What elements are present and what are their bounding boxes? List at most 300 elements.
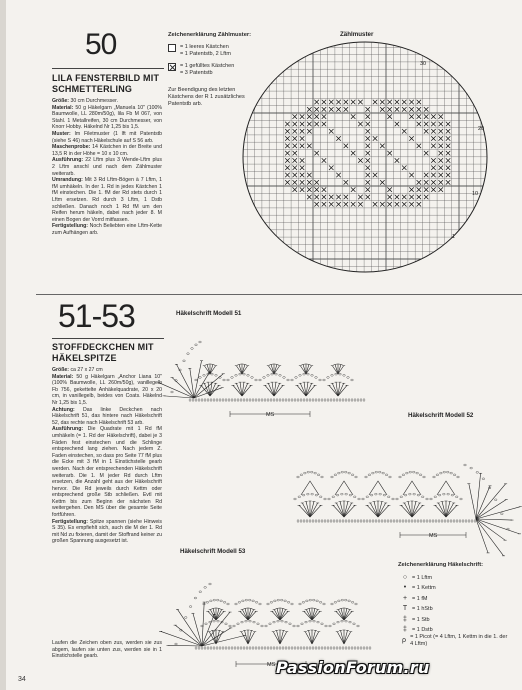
filled-cell	[358, 195, 363, 200]
chain-arc	[294, 498, 297, 500]
filled-cell	[424, 173, 429, 178]
chain-arc	[274, 600, 277, 602]
chain-arc	[307, 471, 310, 473]
chain-arc	[243, 373, 246, 375]
corner-stitch	[476, 519, 504, 556]
chain-arc	[331, 603, 334, 605]
chain-arc	[216, 599, 219, 601]
sec50-paragraph: Größe: 30 cm Durchmesser.	[52, 98, 119, 104]
chain-arc	[450, 472, 453, 474]
chain-arc	[195, 344, 198, 346]
sec50-paragraph: Maschenprobe: 14 Kästchen in der Breite und 13,5 R in der Höhe = 10 x 10 cm.	[52, 144, 162, 157]
filled-cell	[366, 173, 371, 178]
fan-stitch-group	[335, 364, 338, 374]
watermark: PassionForum.ru	[276, 658, 430, 677]
sec51-paragraph-label: Größe:	[52, 367, 70, 373]
chain-arc	[457, 476, 460, 478]
chain-arc	[329, 625, 332, 627]
counting-chart	[240, 40, 490, 275]
chain-arc	[358, 498, 361, 500]
chain-arc	[357, 625, 360, 627]
chain-arc	[183, 360, 186, 362]
filled-cell	[344, 202, 349, 207]
sec50-paragraph-label: Umrandung:	[52, 177, 83, 184]
chain-arc	[334, 474, 337, 476]
filled-cell	[314, 107, 319, 112]
chain-arc	[303, 373, 306, 375]
filled-cell	[307, 144, 312, 149]
filled-cell	[439, 180, 444, 185]
diagram-53-title: Häkelschrift Modell 53	[180, 548, 246, 555]
section-51-title-line1: STOFFDECKCHEN MIT	[52, 342, 154, 352]
chain-arc	[195, 379, 198, 381]
filled-cell	[366, 144, 371, 149]
fan-stitch-group	[248, 632, 255, 644]
chain-arc	[325, 625, 328, 627]
chain-arc	[430, 498, 433, 500]
filled-cell	[300, 166, 305, 171]
chain-arc	[351, 474, 354, 476]
filled-cell	[439, 129, 444, 134]
fan-stitch-group	[337, 632, 344, 644]
chain-arc	[399, 476, 402, 478]
sec50-paragraph: Umrandung: Mit 3 Rd Lftm-Bögen à 7 Lftm, 1 fM umhäkeln. In der 1. Rd in jedes Kästchen 1 fM einstechen. Die 1. fM der Rd stets durch 1 Lftm ersetzen. Rd durch 3 Lftm, 1 Dstb schließen. Danach noch 1 Rd fM um den Reifen herum häkeln, dabei nach jeder 8. M einen Bogen der Vorrd mitfassen.	[52, 177, 162, 223]
filled-cell	[446, 173, 451, 178]
chain-arc	[423, 476, 426, 478]
chain-arc	[355, 603, 358, 605]
chain-arc	[284, 600, 287, 602]
stitch-symbol-icon: ‡	[403, 626, 407, 634]
sec51-paragraph: Fertigstellung: Spitze spannen (siehe Hinweis S 35). Es empfiehlt sich, auch die M der 1. Rd mit Nd zu fixieren, damit der Stoffrand keiner zu großen Spannung ausgesetzt ist.	[52, 518, 162, 545]
chain-arc	[385, 474, 388, 476]
filled-cell	[380, 144, 385, 149]
chain-arc	[281, 620, 284, 622]
filled-cell	[373, 100, 378, 105]
chain-arc	[455, 496, 458, 498]
chain-arc	[333, 623, 336, 625]
chain-arc	[313, 620, 316, 622]
fan-stitch-group	[306, 366, 312, 374]
stitch-symbol-text: = 1 hStb	[412, 606, 433, 613]
chain-arc	[175, 643, 178, 645]
chain-arc	[280, 599, 283, 601]
pattern-repeat-label: MS	[267, 662, 276, 668]
filled-cell	[373, 173, 378, 178]
chain-arc	[191, 348, 194, 350]
stitch-symbol-icon: +	[402, 594, 408, 602]
chain-arc	[213, 620, 216, 622]
chain-arc	[319, 379, 322, 381]
chain-arc	[345, 493, 348, 495]
chain-arc	[416, 472, 419, 474]
chain-arc	[291, 603, 294, 605]
filled-cell	[424, 122, 429, 127]
filled-cell	[285, 166, 290, 171]
chain-arc	[341, 493, 344, 495]
fan-stitch-group	[273, 632, 280, 644]
chain-arc	[189, 606, 192, 608]
fan-stitch-group	[344, 632, 351, 644]
filled-cell	[322, 195, 327, 200]
chain-arc	[351, 379, 354, 381]
chain-arc	[323, 603, 326, 605]
chain-arc	[233, 625, 236, 627]
filled-cell	[307, 129, 312, 134]
filled-cell	[431, 136, 436, 141]
filled-cell	[336, 136, 341, 141]
filled-cell	[307, 122, 312, 127]
chain-arc	[255, 601, 258, 603]
filled-cell	[285, 180, 290, 185]
section-number-50: 50	[85, 28, 117, 61]
fan-stitch-group	[332, 366, 338, 374]
filled-cell	[395, 158, 400, 163]
filled-cell	[293, 144, 298, 149]
filled-cell	[373, 202, 378, 207]
triangle-stitch	[403, 481, 421, 495]
filled-cell	[446, 129, 451, 134]
filled-cell	[351, 151, 356, 156]
crochet-diagram-52	[290, 425, 510, 545]
stitch-symbol-text: = 1 Stb	[412, 616, 430, 623]
chain-arc	[344, 599, 347, 601]
chain-arc	[307, 493, 310, 495]
filled-cell	[358, 158, 363, 163]
filled-cell	[366, 166, 371, 171]
filled-cell	[322, 158, 327, 163]
sec50-paragraph: Muster: Im Filetmuster (1 lft mit Patentstb (siehe S 46) nach Häkelschule auf S 56 arb.	[52, 130, 162, 144]
chain-arc	[319, 601, 322, 603]
crochet-diagram-51	[170, 322, 370, 422]
chain-arc	[301, 623, 304, 625]
filled-cell	[344, 100, 349, 105]
filled-cell	[387, 100, 392, 105]
chain-arc	[287, 379, 290, 381]
corner-stitch	[172, 378, 194, 398]
fan-stitch-group	[338, 366, 344, 374]
chain-arc	[217, 620, 220, 622]
chain-arc	[247, 374, 250, 376]
crochet-key-row	[398, 594, 510, 605]
corner-stitch	[178, 609, 202, 646]
counting-key-note: Zur Beendigung des letzten Kästchens der R 1 zusätzliches Patentstb arb.	[168, 86, 245, 107]
chain-arc	[316, 600, 319, 602]
chain-arc	[310, 471, 313, 473]
chain-arc	[295, 376, 298, 378]
stitch-symbol-icon: ρ	[402, 636, 407, 644]
chain-arc	[338, 472, 341, 474]
chain-arc	[293, 625, 296, 627]
empty-square-icon	[168, 44, 176, 52]
filled-cell	[307, 173, 312, 178]
filled-cell	[424, 180, 429, 185]
sec50-paragraph: Ausführung: 22 Lftm plus 3 Wende-Lftm plus 2 Lftm anschl und nach dem Zählmuster weiterarb.	[52, 157, 162, 177]
triangle-stitch	[437, 481, 455, 495]
filled-cell	[307, 195, 312, 200]
chain-arc	[317, 621, 320, 623]
fan-stitch-group	[306, 364, 309, 374]
fan-stitch-group	[280, 630, 283, 644]
chain-arc	[375, 471, 378, 473]
chain-arc	[341, 471, 344, 473]
chain-arc	[223, 601, 226, 603]
key-empty-line1: = 1 leeres Kästchen	[180, 43, 229, 50]
chain-arc	[267, 603, 270, 605]
chain-arc	[433, 476, 436, 478]
filled-cell	[344, 144, 349, 149]
filled-cell	[446, 180, 451, 185]
filled-cell	[409, 202, 414, 207]
filled-cell	[307, 114, 312, 119]
chain-arc	[187, 353, 190, 355]
filled-cell	[314, 114, 319, 119]
filled-cell	[285, 129, 290, 134]
chain-arc	[213, 599, 216, 601]
filled-square-icon	[168, 63, 176, 71]
chain-arc	[297, 476, 300, 478]
filled-cell	[424, 151, 429, 156]
corner-stitch	[476, 486, 490, 519]
stitch-symbol-text: = 1 Dstb	[412, 627, 433, 634]
chain-arc	[334, 601, 337, 603]
corner-stitch	[476, 519, 488, 553]
fan-stitch-group	[242, 364, 245, 374]
sec51-paragraph-label: Ausführung:	[52, 426, 84, 433]
filled-cell	[344, 195, 349, 200]
crochet-key-list	[398, 573, 510, 647]
filled-cell	[431, 129, 436, 134]
filled-cell	[314, 202, 319, 207]
chain-arc	[249, 620, 252, 622]
filled-cell	[366, 151, 371, 156]
filled-cell	[417, 202, 422, 207]
fan-stitch-group	[245, 630, 248, 644]
chain-arc	[184, 617, 187, 619]
section-50-title-line1: LILA FENSTERBILD MIT	[52, 73, 160, 83]
corner-stitch	[175, 625, 202, 646]
chain-arc	[279, 374, 282, 376]
stitch-symbol-text: = 1 Kettm	[412, 585, 436, 592]
chain-arc	[209, 583, 212, 585]
chain-arc	[315, 494, 318, 496]
symbol-note: Laufen die Zeichen oben zus, werden sie zus abgem, laufen sie unten zus, werden sie in 1 Einstichstelle gearb.	[52, 640, 162, 660]
filled-cell	[417, 195, 422, 200]
chain-arc	[259, 603, 262, 605]
stitch-symbol-text: = 1 fM	[412, 595, 428, 602]
filled-cell	[431, 166, 436, 171]
stitch-symbol-icon: ‡	[403, 615, 407, 623]
filled-cell	[439, 136, 444, 141]
filled-cell	[344, 107, 349, 112]
filled-cell	[351, 202, 356, 207]
filled-cell	[358, 122, 363, 127]
filled-cell	[402, 129, 407, 134]
corner-stitch	[469, 484, 476, 519]
fan-stitch-group	[274, 364, 277, 374]
chain-arc	[476, 471, 479, 473]
chain-arc	[215, 374, 218, 376]
filled-cell	[366, 129, 371, 134]
fan-stitch-group	[312, 632, 319, 644]
chain-arc	[406, 472, 409, 474]
stitch-symbol-text: = 1 Lftm	[412, 574, 433, 581]
filled-cell	[314, 151, 319, 156]
filled-cell	[300, 129, 305, 134]
filled-cell	[439, 122, 444, 127]
chain-arc	[255, 379, 258, 381]
chain-arc	[482, 478, 485, 480]
filled-cell	[380, 180, 385, 185]
chain-arc	[261, 625, 264, 627]
key-filled-line2: = 3 Patentstb	[180, 70, 213, 77]
chain-arc	[263, 376, 266, 378]
chain-arc	[341, 620, 344, 622]
stitch-symbol-text: = 1 Picot (= 4 Lftm, 1 Kettm in die 1. der 4 Lftm)	[410, 634, 508, 648]
sec51-paragraph-label: Achtung:	[52, 406, 75, 413]
chain-arc	[464, 464, 467, 466]
chain-arc	[315, 376, 318, 378]
corner-stitch	[202, 636, 245, 646]
chain-arc	[343, 374, 346, 376]
sec50-paragraph-label: Größe:	[52, 98, 70, 104]
chain-arc	[206, 601, 209, 603]
fan-stitch-group	[268, 366, 274, 374]
chain-arc	[239, 373, 242, 375]
filled-cell	[431, 122, 436, 127]
filled-cell	[387, 195, 392, 200]
chain-arc	[231, 376, 234, 378]
chain-arc	[312, 599, 315, 601]
chain-arc	[324, 498, 327, 500]
filled-cell	[336, 195, 341, 200]
filled-cell	[424, 129, 429, 134]
filled-cell	[293, 187, 298, 192]
filled-cell	[409, 136, 414, 141]
filled-cell	[417, 122, 422, 127]
filled-cell	[387, 107, 392, 112]
chart-label-10: 10	[472, 191, 479, 197]
filled-cell	[329, 107, 334, 112]
filled-cell	[322, 114, 327, 119]
sec51-paragraph: Ausführung: Die Quadrate mit 1 Rd fM umhäkeln (= 1. Rd der Häkelschrift), dabei je 3 Fäden fest einstechen und die Schlinge entsprechend lang ziehen. Nach jedem Z. Faden einstechen, so dass pro Seite 77 fM plus die Ecke mit 3 fM in 1 Einstichstelle gearb werden. Nach der entsprechenden Häkelschrift weiterarb. Die 1. M jeder Rd durch Lftm ersetzen, die Anzahl geht aus der Häkelschrift hervor. Die Rd jeweils durch Kettm oder entsprechend große Stb schließen. Evtl mit Kettm bis zum Beginn der nächsten Rd weitergehen. Den MS über die gesamte Seite fortführen.	[52, 426, 162, 519]
chain-arc	[375, 493, 378, 495]
filled-cell	[329, 202, 334, 207]
chain-arc	[351, 601, 354, 603]
filled-cell	[380, 107, 385, 112]
chain-arc	[365, 476, 368, 478]
chain-arc	[309, 599, 312, 601]
filled-cell	[417, 187, 422, 192]
chain-arc	[203, 374, 206, 376]
sec50-paragraph: Material: 50 g Häkelgarn „Manuela 10" (100% Baumwolle, LL 280m/50g), lila Fb M 067, von Stahl. 1 Metallreifen, 30 cm Durchmesser, von Knorr Hobby. Häkelnd Nr 1,25 bis 1,5.	[52, 104, 162, 131]
filled-cell	[409, 114, 414, 119]
chain-arc	[389, 476, 392, 478]
chain-arc	[402, 474, 405, 476]
filled-cell	[285, 151, 290, 156]
fan-stitch-group	[303, 364, 306, 374]
filled-cell	[366, 187, 371, 192]
crochet-key	[398, 562, 510, 646]
chain-arc	[348, 600, 351, 602]
filled-cell	[417, 107, 422, 112]
fan-stitch-group	[241, 632, 248, 644]
filled-cell	[366, 136, 371, 141]
filled-cell	[395, 122, 400, 127]
fan-stitch-group	[274, 366, 280, 374]
chain-arc	[199, 376, 202, 378]
chain-arc	[331, 476, 334, 478]
fan-stitch-group	[344, 630, 347, 644]
chain-arc	[353, 623, 356, 625]
chain-arc	[382, 472, 385, 474]
chain-arc	[283, 376, 286, 378]
filled-cell	[329, 195, 334, 200]
chain-arc	[305, 621, 308, 623]
section-50-rule	[52, 68, 164, 69]
filled-cell	[322, 202, 327, 207]
filled-cell	[307, 180, 312, 185]
sec50-paragraph-label: Ausführung:	[52, 157, 84, 164]
sec51-paragraph-label: Material:	[52, 373, 74, 380]
section-50-instructions	[52, 98, 162, 236]
filled-cell	[380, 202, 385, 207]
fan-stitch-group	[305, 632, 312, 644]
filled-cell	[439, 114, 444, 119]
page-number: 34	[18, 676, 26, 683]
filled-cell	[285, 158, 290, 163]
filled-cell	[344, 180, 349, 185]
chain-arc	[223, 379, 226, 381]
filled-cell	[307, 107, 312, 112]
fan-stitch-group	[242, 366, 248, 374]
chain-arc	[413, 493, 416, 495]
filled-cell	[424, 195, 429, 200]
chain-arc	[341, 599, 344, 601]
filled-cell	[336, 173, 341, 178]
chain-arc	[251, 376, 254, 378]
chain-arc	[299, 603, 302, 605]
chain-arc	[302, 494, 305, 496]
section-51-instructions	[52, 367, 162, 545]
chain-arc	[319, 496, 322, 498]
filled-cell	[300, 173, 305, 178]
chain-arc	[412, 471, 415, 473]
chain-arc	[337, 621, 340, 623]
fan-stitch-group	[312, 630, 315, 644]
chain-arc	[306, 600, 309, 602]
chain-arc	[470, 467, 473, 469]
crochet-key-row	[398, 583, 510, 594]
crochet-key-row	[398, 615, 510, 626]
chain-arc	[204, 586, 207, 588]
chain-arc	[289, 623, 292, 625]
filled-cell	[300, 136, 305, 141]
chain-arc	[307, 373, 310, 375]
chain-arc	[311, 493, 314, 495]
filled-cell	[439, 151, 444, 156]
chain-arc	[353, 496, 356, 498]
filled-cell	[380, 100, 385, 105]
filled-cell	[293, 180, 298, 185]
fan-stitch-group	[236, 366, 242, 374]
triangle-stitch	[369, 481, 387, 495]
chain-arc	[248, 599, 251, 601]
filled-cell	[395, 107, 400, 112]
chain-arc	[443, 471, 446, 473]
page-edge	[0, 0, 6, 690]
filled-cell	[293, 129, 298, 134]
filled-cell	[387, 187, 392, 192]
